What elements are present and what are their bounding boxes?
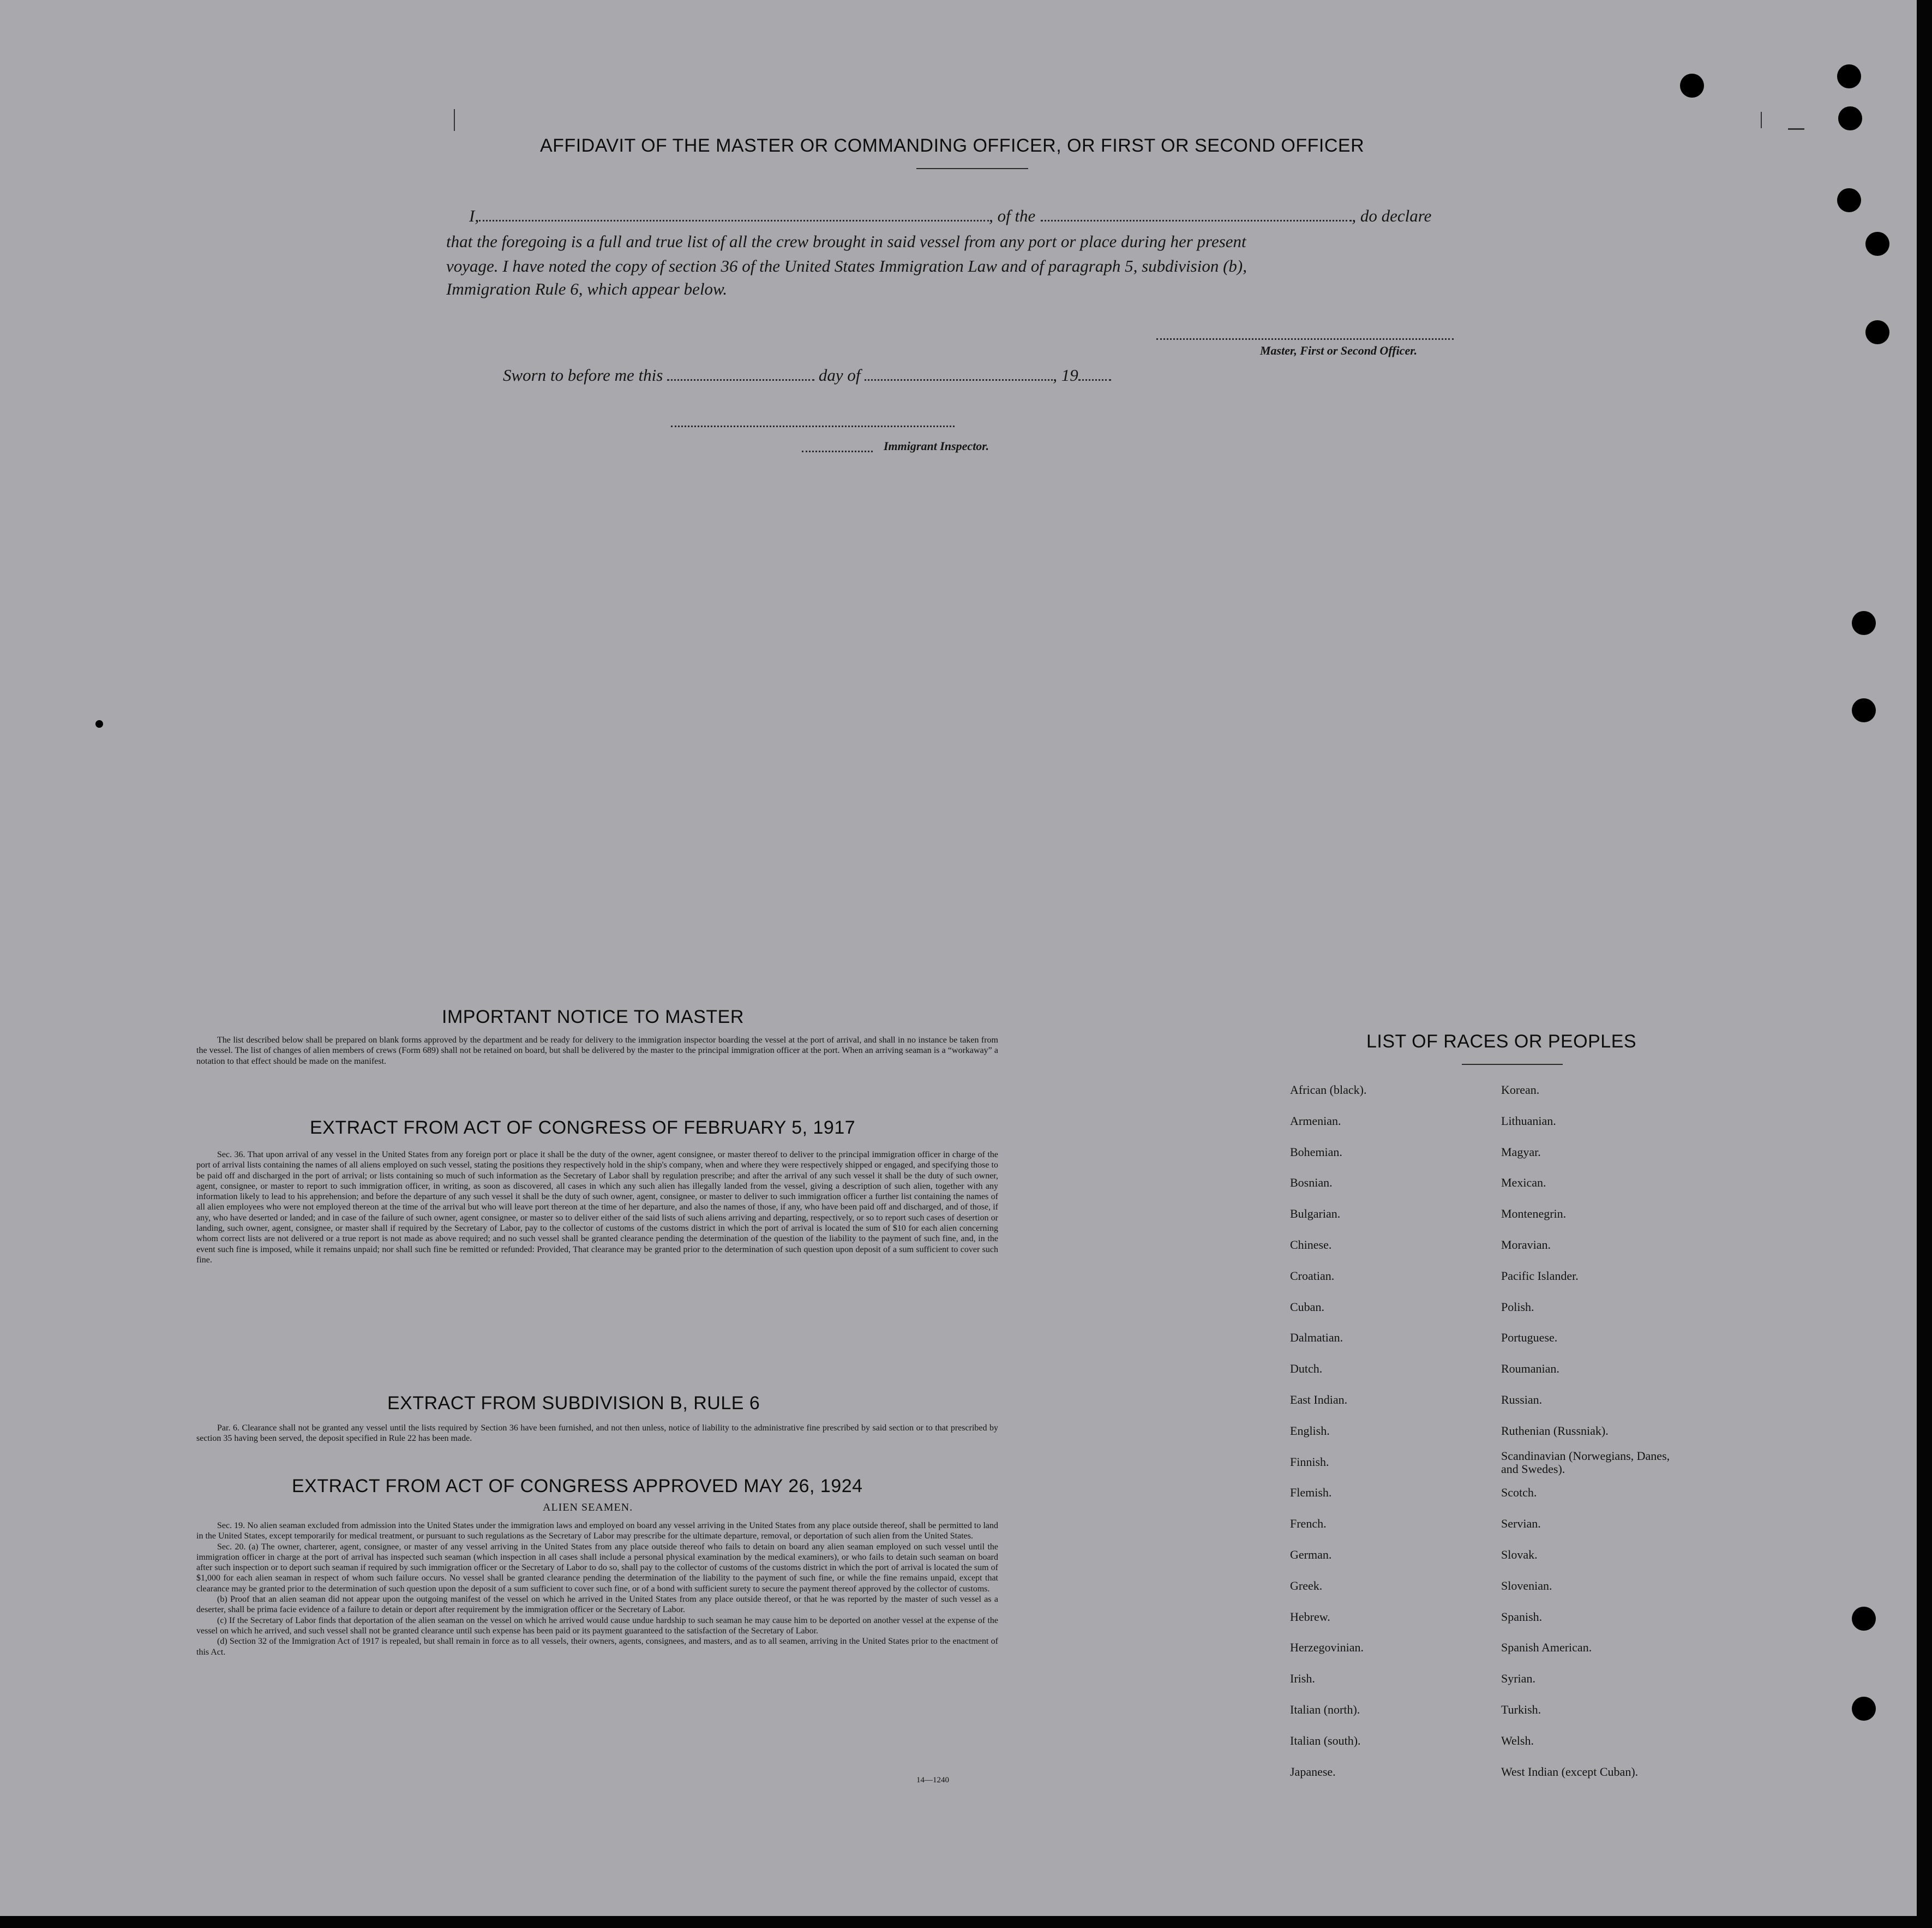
act-1917-text	[196, 1149, 998, 1265]
race-item: Hebrew.	[1290, 1609, 1330, 1624]
form-number: 14—1240	[916, 1776, 949, 1785]
vessel-name-blank	[1041, 219, 1352, 221]
declarant-of-label: , of the	[989, 206, 1036, 225]
sworn-day-label: day of	[818, 366, 861, 385]
punch-hole	[1852, 611, 1876, 635]
rule-6-paragraph: Par. 6. Clearance shall not be granted any vessel until the lists required by Section 36 have been furnished, and not then unless, notice of liability to the administrative fine prescribed by said section or to that prescribed by section 35 having been served, the deposit specified in Rule 22 has been made.	[196, 1423, 998, 1444]
race-item: Servian.	[1501, 1517, 1541, 1531]
scan-mark	[454, 109, 455, 131]
races-title-rule	[1462, 1064, 1563, 1065]
race-item: Magyar.	[1501, 1145, 1541, 1159]
race-item: Finnish.	[1290, 1454, 1329, 1469]
race-item: West Indian (except Cuban).	[1501, 1764, 1639, 1779]
race-item: Flemish.	[1290, 1486, 1332, 1500]
declarant-prefix: I,	[469, 206, 479, 225]
race-item: Italian (north).	[1290, 1703, 1360, 1716]
race-item: Irish.	[1290, 1672, 1315, 1686]
punch-hole	[1865, 232, 1889, 256]
race-item: Scotch.	[1501, 1486, 1537, 1500]
punch-hole	[1852, 1697, 1876, 1721]
punch-hole	[1852, 698, 1876, 722]
race-item: Polish.	[1501, 1300, 1534, 1314]
notice-text	[196, 1035, 998, 1067]
race-item: Ruthenian (Russniak).	[1501, 1423, 1609, 1438]
race-item: Slovak.	[1501, 1548, 1538, 1561]
race-item: Welsh.	[1501, 1733, 1534, 1747]
declare-label: , do declare	[1352, 206, 1432, 225]
race-item: Turkish.	[1501, 1703, 1541, 1716]
race-item: Italian (south).	[1290, 1733, 1361, 1747]
race-item: Pacific Islander.	[1501, 1268, 1579, 1283]
rule-6-title: EXTRACT FROM SUBDIVISION B, RULE 6	[387, 1393, 760, 1414]
inspector-label: Immigrant Inspector.	[884, 439, 989, 453]
race-item: Slovenian.	[1501, 1578, 1552, 1592]
race-item: East Indian.	[1290, 1393, 1348, 1406]
scan-border-right	[1917, 0, 1932, 1928]
punch-hole	[1837, 188, 1861, 212]
act-1924-paragraph: Sec. 19. No alien seaman excluded from admission into the United States under the immigration laws and employed on board any vessel arriving in the United States from any place outside thereof, shall be permitted to land in the United States, except temporarily for medical treatment, or pursuant to such regulations as the Secretary of Labor may prescribe for the ultimate departure, removal, or deportation of such alien from the United States.	[196, 1521, 998, 1541]
act-1917-title: EXTRACT FROM ACT OF CONGRESS OF FEBRUARY 5, 1917	[310, 1117, 856, 1138]
race-item: Armenian.	[1290, 1113, 1341, 1128]
speck	[95, 720, 103, 728]
race-item: Dutch.	[1290, 1362, 1323, 1376]
rule-6-text	[196, 1423, 998, 1444]
sworn-year-blank	[1078, 379, 1111, 381]
race-item: Herzegovinian.	[1290, 1640, 1364, 1655]
race-item: Greek.	[1290, 1578, 1323, 1592]
punch-hole	[1680, 74, 1704, 98]
act-1924-paragraph: (b) Proof that an alien seaman did not appear upon the outgoing manifest of the vessel on which he arrived in the United States from any place outside thereof, or that he was reported by the master of such vessel as a deserter, shall be prima facie evidence of a failure to detain or deport after requirement by the immigration officer or the Secretary of Labor.	[196, 1595, 998, 1615]
race-item: Moravian.	[1501, 1238, 1551, 1252]
affidavit-line-3: voyage. I have noted the copy of section 36 of the United States Immigration Law and of paragraph 5, subdivision (b),	[446, 256, 1247, 276]
race-item: English.	[1290, 1423, 1330, 1438]
punch-hole	[1838, 106, 1862, 130]
affidavit-line-1	[469, 206, 1431, 226]
notice-title: IMPORTANT NOTICE TO MASTER	[442, 1007, 744, 1027]
race-item: French.	[1290, 1517, 1327, 1531]
act-1924-paragraph: Sec. 20. (a) The owner, charterer, agent, consignee, or master of any vessel arriving in the United States from any place outside thereof who fails to detain on board any alien seaman employed on such vessel until the immigration officer in charge at the port of arrival has inspected such seaman (which inspection in all cases shall include a personal physical examination by the medical examiners), or who fails to detain such seaman on board after such inspection or to deport such seaman if required by such immigration officer or the Secretary of Labor to do so, shall pay to the collector of customs of the customs district in which the port of arrival is located the sum of $1,000 for each alien seaman in respect of whom such failure occurs. No vessel shall be granted clearance pending the determination of the liability to the payment of such fine, or while the fine remains unpaid, except that clearance may be granted prior to the determination of such question upon the deposit of a sum sufficient to cover such fine, or of a bond with sufficient surety to secure the payment thereof approved by the collector of customs.	[196, 1542, 998, 1594]
race-item: Korean.	[1501, 1083, 1540, 1097]
scan-mark	[1788, 128, 1804, 130]
race-item: African (black).	[1290, 1083, 1367, 1097]
punch-hole	[1837, 64, 1861, 88]
notice-paragraph: The list described below shall be prepared on blank forms approved by the department and be ready for delivery to the immigration inspector boarding the vessel at the port of arrival, and shall in no instance be taken from the vessel. The list of changes of alien members of crews (Form 689) shall not be retained on board, but shall be delivered by the master to the principal immigration officer at the port. When an arriving seaman is a “workaway” a notation to that effect should be made on the manifest.	[196, 1035, 998, 1066]
race-item: Spanish.	[1501, 1609, 1543, 1624]
race-item: Roumanian.	[1501, 1362, 1559, 1376]
sworn-year-label: , 19	[1053, 366, 1078, 385]
race-item: Bulgarian.	[1290, 1207, 1341, 1221]
race-item: Scandinavian (Norwegians, Danes, and Swedes).	[1501, 1448, 1670, 1476]
race-item: Spanish American.	[1501, 1640, 1592, 1655]
sworn-prefix: Sworn to before me this	[503, 366, 663, 385]
sworn-day-blank	[667, 379, 814, 381]
race-item: Russian.	[1501, 1393, 1543, 1406]
race-item: Bosnian.	[1290, 1176, 1333, 1190]
master-signature-label: Master, First or Second Officer.	[1260, 344, 1418, 357]
sworn-line	[503, 366, 1111, 385]
affidavit-line-2: that the foregoing is a full and true list of all the crew brought in said vessel from any port or place during her present	[446, 232, 1246, 251]
race-item: German.	[1290, 1548, 1332, 1561]
act-1924-paragraph: (c) If the Secretary of Labor finds that deportation of the alien seaman on the vessel on which he arrived would cause undue hardship to such seaman he may cause him to be deported on another vessel at the expense of the vessel on which he arrived, and such vessel shall not be granted clearance until such expense has been paid or its payment guaranteed to the satisfaction of the Secretary of Labor.	[196, 1615, 998, 1636]
punch-hole	[1852, 1607, 1876, 1631]
sworn-month-blank	[865, 379, 1053, 381]
race-item: Cuban.	[1290, 1300, 1324, 1314]
race-item: Montenegrin.	[1501, 1207, 1567, 1221]
act-1924-paragraph: (d) Section 32 of the Immigration Act of 1917 is repealed, but shall remain in force as to all vessels, their owners, agents, consignees, and masters, and as to all seamen, arriving in the United States prior to the enactment of this Act.	[196, 1637, 998, 1657]
scan-border-bottom	[0, 1916, 1932, 1928]
race-item: Syrian.	[1501, 1672, 1535, 1686]
affidavit-title: AFFIDAVIT OF THE MASTER OR COMMANDING OFFICER, OR FIRST OR SECOND OFFICER	[540, 135, 1365, 156]
punch-hole	[1865, 320, 1889, 344]
act-1924-subtitle: ALIEN SEAMEN.	[543, 1501, 633, 1513]
race-item: Portuguese.	[1501, 1331, 1558, 1345]
race-item: Lithuanian.	[1501, 1113, 1556, 1128]
race-item: Chinese.	[1290, 1238, 1332, 1252]
act-1924-text	[196, 1520, 998, 1657]
race-item: Dalmatian.	[1290, 1331, 1343, 1345]
race-item: Japanese.	[1290, 1764, 1336, 1779]
scan-mark	[1761, 112, 1762, 128]
declarant-name-blank	[479, 219, 989, 221]
races-title: LIST OF RACES OR PEOPLES	[1366, 1031, 1637, 1052]
race-item: Mexican.	[1501, 1176, 1546, 1190]
title-rule	[916, 168, 1028, 169]
inspector-signature-line	[671, 426, 955, 427]
master-signature-line	[1156, 338, 1454, 340]
affidavit-line-4: Immigration Rule 6, which appear below.	[446, 279, 728, 298]
act-1924-title: EXTRACT FROM ACT OF CONGRESS APPROVED MAY 26, 1924	[292, 1476, 863, 1496]
race-item: Croatian.	[1290, 1268, 1335, 1283]
inspector-sub-line	[802, 451, 873, 452]
race-item: Bohemian.	[1290, 1145, 1342, 1159]
act-1917-paragraph: Sec. 36. That upon arrival of any vessel in the United States from any foreign port or place it shall be the duty of the owner, agent consignee, or master thereof to deliver to the principal immigration officer in charge of the port of arrival lists containing the names of all aliens employed on such vessel, stating the positions they respectively hold in the ship's company, when and where they were respectively shipped or engaged, and specifying those to be paid off and discharged in the port of arrival; or lists containing so much of such information as the Secretary of Labor shall by regulation prescribe; and after the arrival of any such vessel it shall be the duty of such owner, agent, consignee, or master to report to such immigration officer, in writing, as soon as discovered, all cases in which any such alien has illegally landed from the vessel, giving a description of such alien, together with any information likely to lead to his apprehension; and before the departure of any such vessel it shall be the duty of such owner, agent, consignee, or master to deliver to such immigration officer a further list containing the names of all alien employees who were not employed thereon at the time of the arrival but who will leave port thereon at the time of her departure, and also the names of those, if any, who have been paid off and discharged, and of those, if any, who have deserted or landed; and in case of the failure of such owner, agent consignee, or master so to deliver either of the said lists of such aliens arriving and departing, respectively, or so to report such cases of desertion or landing, such owner, agent, consignee, or master shall if required by the Secretary of Labor, pay to the collector of customs of the customs district in which the port of arrival is located the sum of $10 for each alien concerning whom correct lists are not delivered or a true report is not made as above required; and no such vessel shall be granted clearance pending the determination of the question of the liability to the payment of such fine, and, in the event such fine is imposed, while it remains unpaid; nor shall such fine be remitted or refunded: Provided, That clearance may be granted prior to the determination of such question upon deposit of a sum sufficient to cover such fine.	[196, 1150, 998, 1265]
